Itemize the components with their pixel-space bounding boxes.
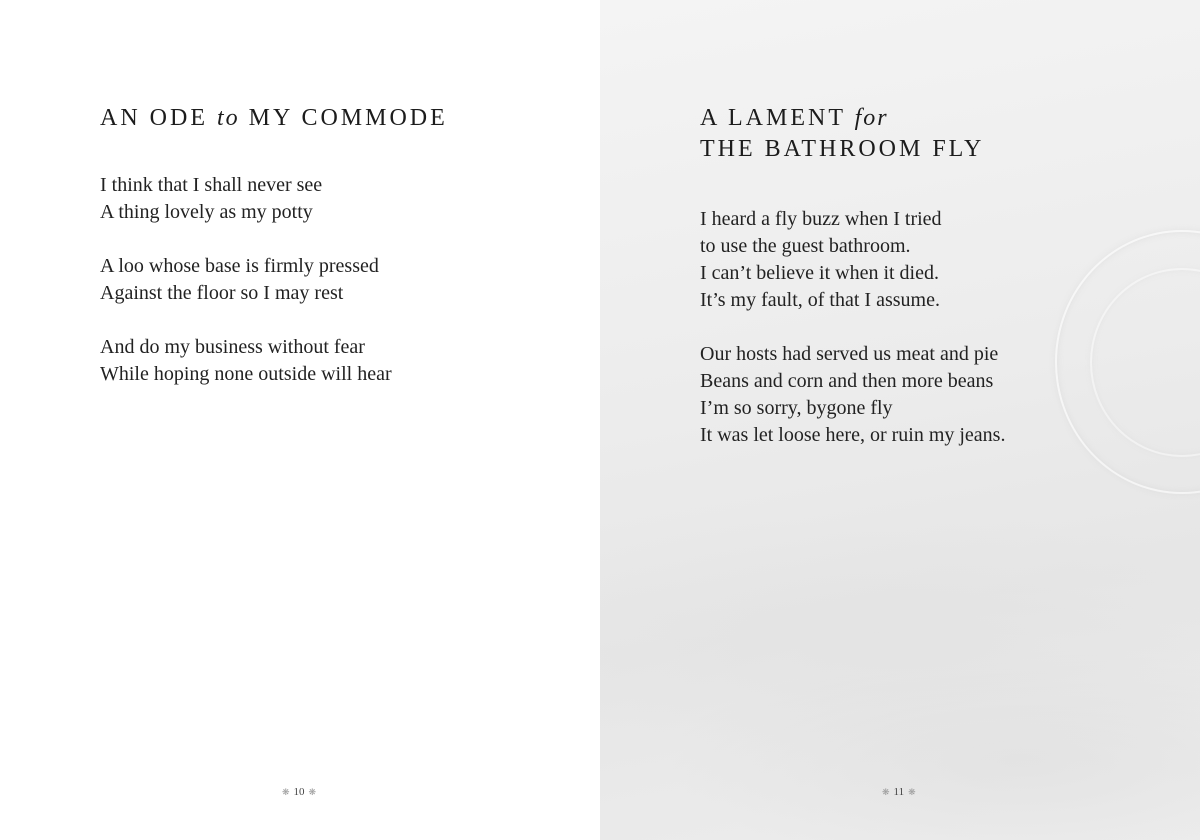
stanza [100, 253, 379, 307]
title-text: AN ODE [100, 105, 217, 131]
stanza [700, 206, 942, 314]
ornament-icon: ❋ [882, 786, 890, 797]
page-number-footer [882, 786, 916, 798]
poem-line: to use the guest bathroom. [700, 235, 911, 257]
water-ripple [1055, 230, 1200, 494]
stanza [100, 334, 392, 388]
page-number: 11 [893, 786, 905, 798]
page-number-footer [282, 786, 316, 798]
stanza [100, 172, 322, 226]
poem-line: I can’t believe it when it died. [700, 262, 939, 284]
poem-line: Beans and corn and then more beans [700, 370, 994, 392]
poem-line: Against the floor so I may rest [100, 282, 344, 304]
poem-line: While hoping none outside will hear [100, 363, 392, 385]
ornament-icon: ❋ [308, 786, 317, 797]
title-italic-word: for [854, 105, 889, 131]
ornament-icon: ❋ [282, 786, 290, 797]
title-text: A LAMENT [700, 105, 855, 131]
poem-line: It’s my fault, of that I assume. [700, 289, 940, 311]
page-number: 10 [293, 786, 305, 798]
poem-line: I’m so sorry, bygone fly [700, 397, 893, 419]
poem-title-ode [100, 103, 448, 134]
poem-title-lament [700, 103, 984, 165]
title-italic-word: to [217, 105, 240, 131]
right-page [600, 0, 1200, 840]
poem-line: And do my business without fear [100, 336, 365, 358]
water-ripple [1090, 268, 1200, 457]
poem-line: A loo whose base is firmly pressed [100, 255, 379, 277]
poem-line: I think that I shall never see [100, 174, 323, 196]
title-text: THE BATHROOM FLY [700, 136, 985, 162]
ornament-icon: ❋ [908, 786, 916, 797]
poem-line: A thing lovely as my potty [100, 201, 313, 223]
stanza [700, 341, 1005, 449]
poem-line: It was let loose here, or ruin my jeans. [700, 424, 1006, 446]
poem-line: Our hosts had served us meat and pie [700, 343, 999, 365]
poem-line: I heard a fly buzz when I tried [700, 208, 942, 230]
title-text: MY COMMODE [239, 105, 448, 131]
